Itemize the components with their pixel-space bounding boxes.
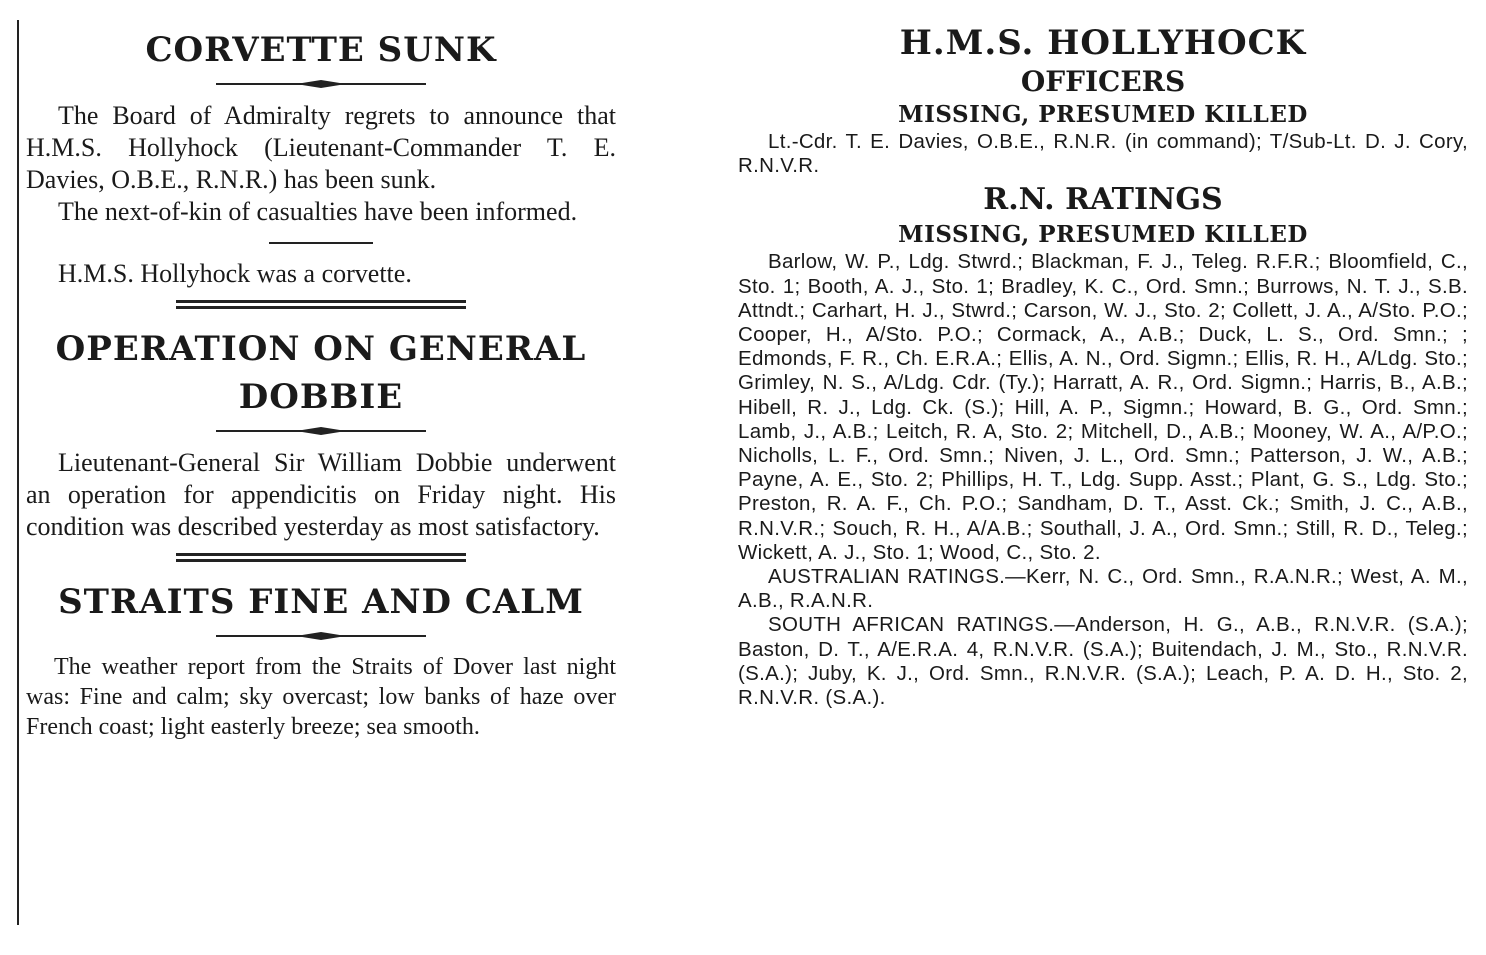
headline-operation-line1: OPERATION ON GENERAL <box>55 329 587 369</box>
officers-list: Lt.-Cdr. T. E. Davies, O.B.E., R.N.R. (in command); T/Sub-Lt. D. J. Cory, R.N.V.R. <box>738 130 1468 178</box>
officers-heading: OFFICERS <box>1020 65 1186 98</box>
ratings-status: MISSING, PRESUMED KILLED <box>898 221 1308 249</box>
left-column <box>26 26 616 742</box>
ornament-divider-icon <box>216 630 426 642</box>
ratings-heading: R.N. RATINGS <box>983 182 1223 218</box>
double-divider <box>176 553 466 562</box>
casualty-list-title: H.M.S. HOLLYHOCK <box>899 23 1307 63</box>
article-paragraph: The next-of-kin of casualties have been informed. <box>58 197 578 226</box>
ornament-divider-icon <box>216 425 426 437</box>
officers-status: MISSING, PRESUMED KILLED <box>898 101 1308 128</box>
article-paragraph: The Board of Admiralty regrets to announce that H.M.S. Hollyhock (Lieutenant-Commander T. E. Davies, O.B.E., R.N.R.) has been sunk. <box>26 101 616 194</box>
article-note: H.M.S. Hollyhock was a corvette. <box>58 259 412 288</box>
article-paragraph: Lieutenant-General Sir William Dobbie underwent an operation for appendicitis on Friday night. His condition was described yesterday as most satisfactory. <box>26 448 616 541</box>
south-african-ratings: SOUTH AFRICAN RATINGS.—Anderson, H. G., A.B., R.N.V.R. (S.A.); Baston, D. T., A/E.R.A. 4, R.N.V.R. (S.A.); Buitendach, J. M., Sto., R.N.V.R. (S.A.); Juby, K. J., Ord. Smn., R.N.V.R. (S.A.); Leach, P. A. D. H., Sto. 2, R.N.V.R. (S.A.). <box>738 613 1468 710</box>
australian-ratings: AUSTRALIAN RATINGS.—Kerr, N. C., Ord. Smn., R.A.N.R.; West, A. M., A.B., R.A.N.R. <box>738 565 1468 613</box>
headline-corvette-sunk: CORVETTE SUNK <box>145 30 497 70</box>
ratings-list: Barlow, W. P., Ldg. Stwrd.; Blackman, F. J., Teleg. R.F.R.; Bloomfield, C., Sto. 1; Booth, A. J., Sto. 1; Bradley, K. C., Ord. Smn.; Burrows, N. T. J., S.B. Attndt.; Carhart, H. J., Stwrd.; Carson, W. J., Sto. 2; Collett, J. A., A/Sto. P.O.; Cooper, H., A/Sto. P.O.; Cormack, A., A.B.; Duck, L. S., Ord. Smn.; ; Edmonds, F. R., Ch. E.R.A.; Ellis, A. N., Ord. Sigmn.; Ellis, R. H., A/Ldg. Sto.; Grimley, N. S., A/Ldg. Cdr. (Ty.); Harratt, A. R., Ord. Sigmn.; Harris, B., A.B.; Hibell, R. J., Ldg. Ck. (S.); Hill, A. P., Sigmn.; Howard, B. G., Ord. Smn.; Lamb, J., A.B.; Leitch, R. A, Sto. 2; Mitchell, D., A.B.; Mooney, W. A., A/P.O.; Nicholls, L. F., Ord. Smn.; Niven, J. L., Ord. Smn.; Patterson, J. W., A.B.; Payne, A. E., Sto. 2; Phillips, H. T., Ldg. Supp. Asst.; Plant, G. S., Ldg. Sto.; Preston, R. A. F., Ch. P.O.; Sandham, D. T., Asst. Ck.; Smith, J. C., A.B., R.N.V.R.; Souch, R. H., A/A.B.; Southall, J. A., Ord. Smn.; Still, R. D., Teleg.; Wickett, A. J., Sto. 1; Wood, C., Sto. 2. <box>738 250 1468 564</box>
article-paragraph: The weather report from the Straits of Dover last night was: Fine and calm; sky overcast; low banks of haze over French coast; light easterly breeze; sea smooth. <box>26 654 616 740</box>
column-rule <box>17 20 19 925</box>
ornament-divider-icon <box>216 78 426 90</box>
headline-operation-line2: DOBBIE <box>238 377 404 417</box>
short-divider <box>269 242 373 244</box>
headline-straits: STRAITS FINE AND CALM <box>58 582 584 622</box>
double-divider <box>176 300 466 309</box>
right-column <box>738 22 1468 710</box>
